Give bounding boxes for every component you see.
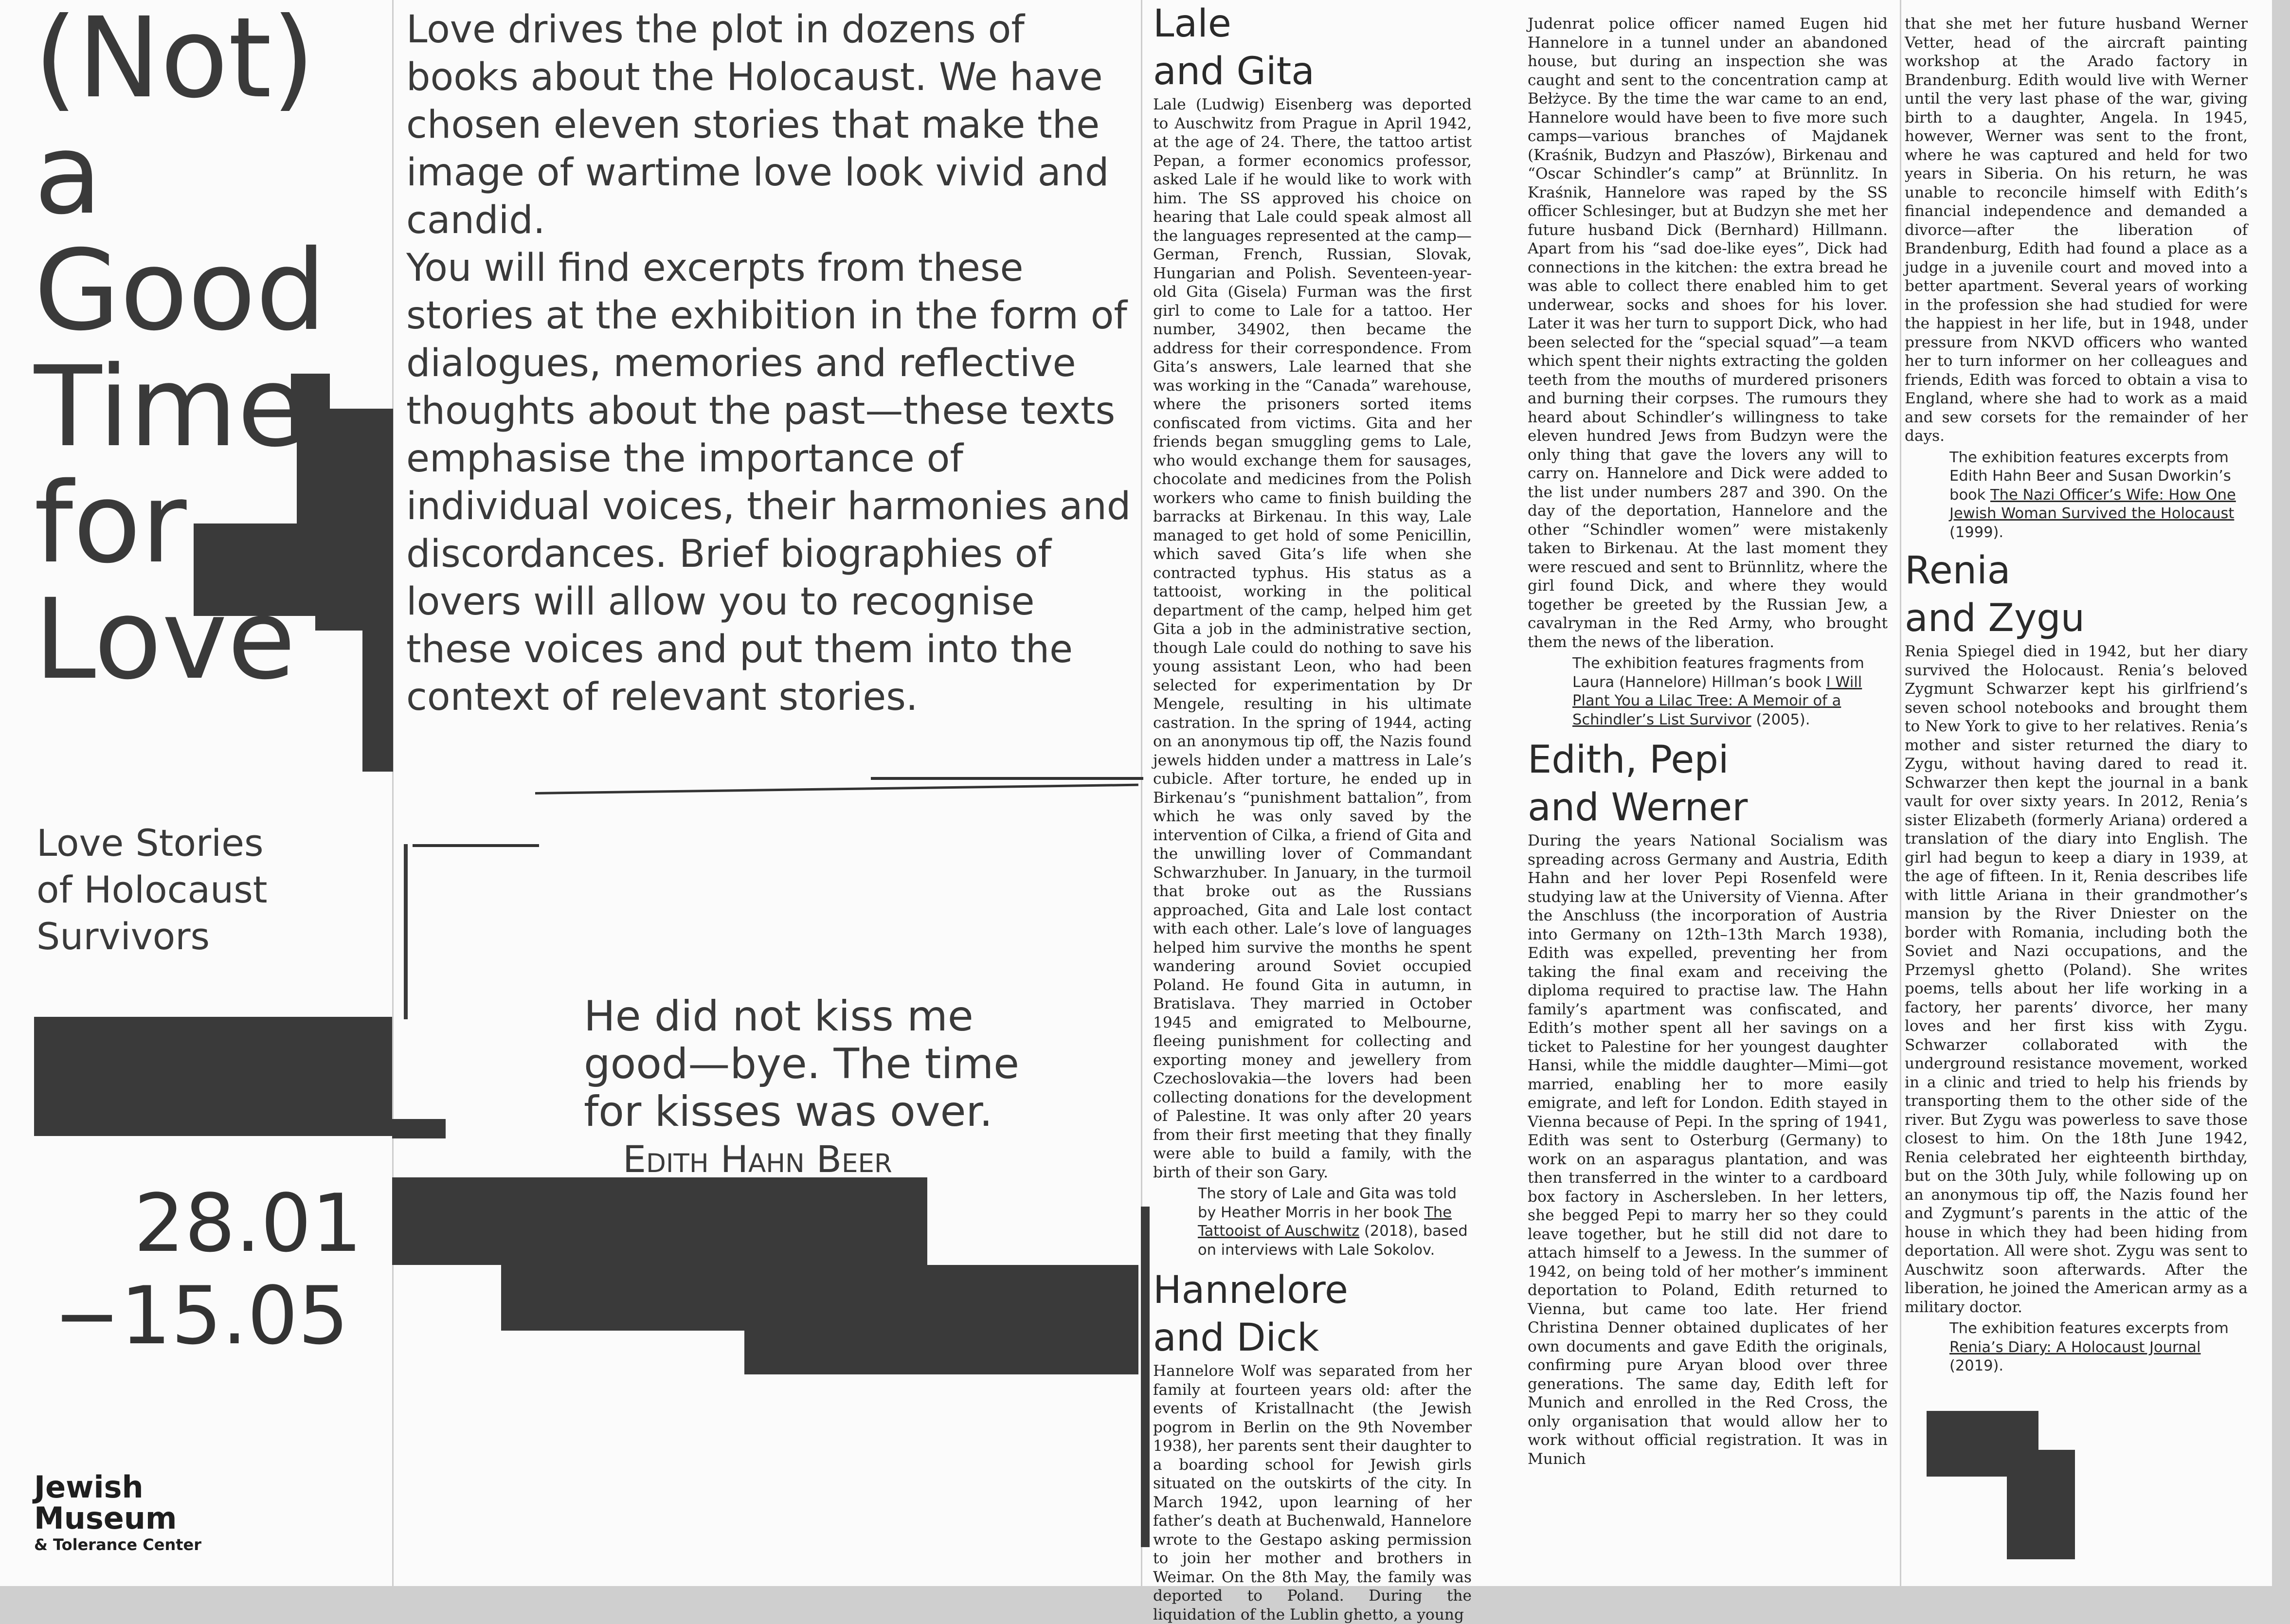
date-start: 28.01	[134, 1177, 362, 1270]
credit-text: The story of Lale and Gita was told by Heather Morris in her book	[1198, 1185, 1457, 1221]
story-column	[1528, 15, 1888, 1468]
subtitle-line: Survivors	[36, 915, 210, 958]
intro-paragraph: You will find excerpts from these stories at the exhibition in the form of dialogues, memories and reflective thoughts about the past—these texts emphasise the importance of individual voices, their harmonies and discordances. Brief biographies of lovers will allow you to recognise these voices and put them into the context of relevant stories.	[406, 246, 1131, 719]
quote-author: Edith Hahn Beer	[623, 1137, 892, 1181]
title-line: Time	[34, 342, 306, 471]
pixel-block	[744, 1331, 1138, 1374]
title-line: a	[34, 109, 102, 239]
logo-line: Museum	[34, 1500, 177, 1536]
story-credit	[1905, 449, 2248, 542]
story-heading	[1153, 1266, 1472, 1362]
pixel-block	[392, 1177, 927, 1265]
story-body: that she met her future husband Werner Vetter, head of the aircraft painting workshop at the Arado factory in Brandenburg. Edith would live with Werner until the very last phase of the war, giving birth to a daughter, Angela. In 1945, however, Werner was sent to the front, where he was captured and held for two years in Siberia. On his return, he was unable to reconcile himself with Edith’s financial independence and demanded a divorce—after the liberation of Brandenburg, Edith had found a place as a judge in a juvenile court and moved into a better apartment. Several years of working in the profession she had studied for were the happiest in her life, but in 1948, under pressure from NKVD officers who wanted her to turn informer on her colleagues and friends, Edith was forced to obtain a visa to England, where she had to work as a maid and sew corsets for the remainder of her days.	[1905, 15, 2248, 445]
story-heading	[1528, 736, 1888, 831]
heading-line: and Gita	[1153, 50, 1315, 93]
heading-line: Edith, Pepi	[1528, 738, 1729, 782]
book-title: The Nazi Officer’s Wife: How One Jewish Woman Survived the Holocaust	[1949, 486, 2236, 522]
rule-line	[404, 844, 408, 1019]
credit-text: (2018), based on interviews with Lale Sokolov.	[1198, 1223, 1468, 1259]
credit-text: The exhibition features fragments from Laura (Hannelore) Hillman’s book	[1572, 655, 1864, 691]
story-body: Hannelore Wolf was separated from her family at fourteen years old: after the events of Kristallnacht (the Jewish pogrom in Berlin on the 9th November 1938), her parents sent their daughter to a boarding school for Jewish girls situated on the outskirts of the city. In March 1942, upon learning of her father’s death at Buchenwald, Hannelore wrote to the Gestapo asking permission to join her mother and brothers in Weimar. On the 8th May, the family was deported to Poland. During the liquidation of the Lublin ghetto, a young	[1153, 1362, 1472, 1624]
rule-line	[413, 844, 539, 847]
exhibition-subtitle	[36, 820, 268, 960]
pixel-block	[34, 1017, 392, 1136]
quote-line: good—bye. The time	[584, 1040, 1020, 1088]
story-body: During the years National Socialism was spreading across Germany and Austria, Edith Hahn and her lover Pepi Rosenfeld were studying law at the University of Vienna. After the Anschluss (the incorporation of Austria into Germany on 12th–13th March 1938), Edith was expelled, preventing her from taking the final exam and receiving the diploma required to practise law. The Hahn family’s apartment was confiscated, and Edith’s mother spent all her savings on a ticket to Palestine for her youngest daughter Hansi, while the middle daughter—Mimi—got married, enabling her to more easily emigrate, and left for London. Edith stayed in Vienna because of Pepi. In the spring of 1941, Edith was sent to Osterburg (Germany) to work on an asparagus plantation, and was then transferred in the winter to a cardboard box factory in Aschersleben. In her letters, she begged Pepi to marry her so they could leave together, but he still did not dare to attach himself to a Jewess. In the summer of 1942, on being told of her mother’s imminent deportation to Poland, Edith returned to Vienna, but came too late. Her friend Christina Denner obtained duplicates of her own documents and gave Edith the originals, confirming pure Aryan blood over three generations. The same day, Edith left for Munich and enrolled in the Red Cross, the only organisation that would allow her to work without official registration. It was in Munich	[1528, 832, 1888, 1468]
fold-line	[392, 0, 394, 1586]
story-credit	[1153, 1185, 1472, 1260]
story-credit	[1528, 654, 1888, 729]
story-credit	[1905, 1319, 2248, 1376]
pixel-block	[501, 1265, 1138, 1331]
story-column	[1153, 0, 1472, 1624]
fold-line	[1900, 0, 1901, 1586]
intro-text	[406, 6, 1131, 721]
exhibition-dates	[54, 1177, 362, 1362]
story-heading	[1905, 547, 2248, 642]
pixel-block	[392, 1119, 446, 1138]
pull-quote	[584, 992, 1019, 1183]
heading-line: Hannelore	[1153, 1268, 1349, 1312]
title-line: Good	[34, 226, 326, 355]
pixel-block	[2007, 1450, 2075, 1559]
credit-text: (2005).	[1751, 711, 1810, 728]
story-body: Judenrat police officer named Eugen hid Hannelore in a tunnel under an abandoned house, but during an inspection she was caught and sent to the concentration camp at Bełżyce. By the time the war came to an end, Hannelore would have been to five more such camps—various branches of Majdanek (Kraśnik, Budzyn and Płaszów), Birkenau and “Oscar Schindler’s camp” at Brünnlitz. In Kraśnik, Hannelore was raped by the SS officer Schlesinger, but at Budzyn she met her future husband Dick (Bernhard) Hillmann. Apart from his “sad doe-like eyes”, Dick had connections in the kitchen: the extra bread he was able to collect there enabled him to get underwear, socks and shoes for his lover. Later it was her turn to support Dick, who had been selected for the “special squad”—a team which spent their nights extracting the golden teeth from the mouths of murdered prisoners and burning their corpses. The rumours they heard about Schindler’s willingness to take eleven hundred Jews from Budzyn were the only thing that gave the lovers any will to carry on. Hannelore and Dick were added to the list under numbers 287 and 390. On the day of the deportation, Hannelore and the other “Schindler women” were mistakenly taken to Birkenau. At the last moment they were rescued and sent to Brünnlitz, where the girl found Dick, and where they would together be greeted by the Russian Jew, a cavalryman in the Red Army, who brought them the news of the liberation.	[1528, 15, 1888, 651]
exhibition-title	[34, 0, 326, 704]
rule-line	[535, 784, 1138, 794]
heading-line: and Zygu	[1905, 596, 2085, 640]
book-title: I Will Plant You a Lilac Tree: A Memoir of a Schindler’s List Survivor	[1572, 673, 1862, 728]
museum-logo	[34, 1469, 201, 1555]
quote-line: for kisses was over.	[584, 1087, 993, 1136]
story-body: Renia Spiegel died in 1942, but her diary survived the Holocaust. Renia’s beloved Zygmunt Schwarzer kept his girlfriend’s seven school notebooks and brought them to New York to give to her relatives. Renia’s mother and sister returned the diary to Zygu, without having dared to read it. Schwarzer then kept the journal in a bank vault for over sixty years. In 2012, Renia’s sister Elizabeth (formerly Ariana) ordered a translation of the diary into English. The girl had begun to keep a diary in 1939, at the age of fifteen. In it, Renia describes life with little Ariana in their grandmother’s mansion by the River Dniester on the border with Romania, including both the Soviet and Nazi occupations, and the Przemysl ghetto (Poland). She writes poems, tells about her life working in a factory, her parents’ divorce, her many loves and her first kiss with Zygu. Schwarzer collaborated with the underground resistance movement, worked in a clinic and tried to help his friends by transporting them to the other side of the river. But Zygu was powerless to save those closest to him. On the 18th June 1942, Renia celebrated her eighteenth birthday, but on the 30th July, while following up on an anonymous tip off, the Nazis found her and Zygmunt’s parents in the attic of the house in which they had been hiding from deportation. All were shot. Zygu was sent to Auschwitz soon afterwards. After the liberation, he joined the American army as a military doctor.	[1905, 643, 2248, 1316]
title-line: Love	[34, 575, 296, 704]
pixel-block	[1141, 1207, 1150, 1547]
heading-line: and Werner	[1528, 786, 1748, 830]
logo-line: & Tolerance Center	[34, 1535, 201, 1554]
subtitle-line: of Holocaust	[36, 868, 268, 911]
story-body: Lale (Ludwig) Eisenberg was deported to Auschwitz from Prague in April 1942, at the age of 24. There, the tattoo artist Pepan, a former economics professor, asked Lale if he would like to work with him. The SS approved his choice on hearing that Lale could speak almost all the languages represented at the camp—German, French, Russian, Slovak, Hungarian and Polish. Seventeen-year-old Gita (Gisela) Furman was the first girl to come to Lale for a tattoo. Her number, 34902, then became the address for their correspondence. From Gita’s answers, Lale learned that she was working in the “Canada” warehouse, where the prisoners sorted items confiscated from victims. Gita and her friends began smuggling gems to Lale, who would exchange them for sausages, chocolate and medicines from the Polish workers who came to finish building the barracks at Birkenau. In this way, Lale managed to get hold of some Penicillin, which saved Gita’s life when she contracted typhus. His status as a tattooist, working in the political department of the camp, helped him get Gita a job in the administrative section, though Lale could do nothing to save his young assistant Leon, who had been selected for experimentation by Dr Mengele, resulting in his ultimate castration. In the spring of 1944, acting on an anonymous tip off, the Nazis found jewels hidden under a mattress in Lale’s cubicle. After torture, he ended up in Birkenau’s “punishment battalion”, from which he was only saved by the intervention of Cilka, a friend of Gita and the unwilling lover of Commandant Schwarzhuber. In January, in the turmoil that broke out as the Russians approached, Gita and Lale lost contact with each other. Lale’s love of languages helped him survive the months he spent wandering around Soviet occupied Poland. He found Gita in autumn, in Bratislava. They married in October 1945 and emigrated to Melbourne, fleeing punishment for collecting and exporting money and jewellery from Czechoslovakia—the lovers had been collecting donations for the development of Palestine. It was only after 20 years from their first meeting that they finally were able to build a family, with the birth of their son Gary.	[1153, 96, 1472, 1181]
pixel-block	[315, 616, 393, 631]
credit-text: (2019).	[1949, 1357, 2004, 1374]
rule-line	[871, 777, 1143, 780]
heading-line: Lale	[1153, 2, 1231, 46]
heading-line: Renia	[1905, 549, 2011, 593]
book-title: The Tattooist of Auschwitz	[1198, 1204, 1452, 1240]
intro-paragraph: Love drives the plot in dozens of books about the Holocaust. We have chosen eleven stories that make the image of wartime love look vivid and candid.	[406, 8, 1109, 242]
story-heading	[1153, 0, 1472, 95]
credit-text: The exhibition features excerpts from Edith Hahn Beer and Susan Dworkin’s book	[1949, 449, 2231, 504]
pixel-block	[362, 631, 393, 772]
heading-line: and Dick	[1153, 1316, 1319, 1360]
story-column	[1905, 15, 2248, 1376]
book-title: Renia’s Diary: A Holocaust Journal	[1949, 1338, 2201, 1356]
quote-line: He did not kiss me	[584, 992, 974, 1041]
title-line: (Not)	[34, 0, 315, 123]
credit-text: (1999).	[1949, 523, 2004, 541]
title-line: for	[34, 458, 187, 588]
date-end: −15.05	[54, 1269, 349, 1362]
logo-line: Jewish	[34, 1469, 144, 1505]
subtitle-line: Love Stories	[36, 821, 264, 865]
credit-text: The exhibition features excerpts from	[1949, 1320, 2229, 1337]
